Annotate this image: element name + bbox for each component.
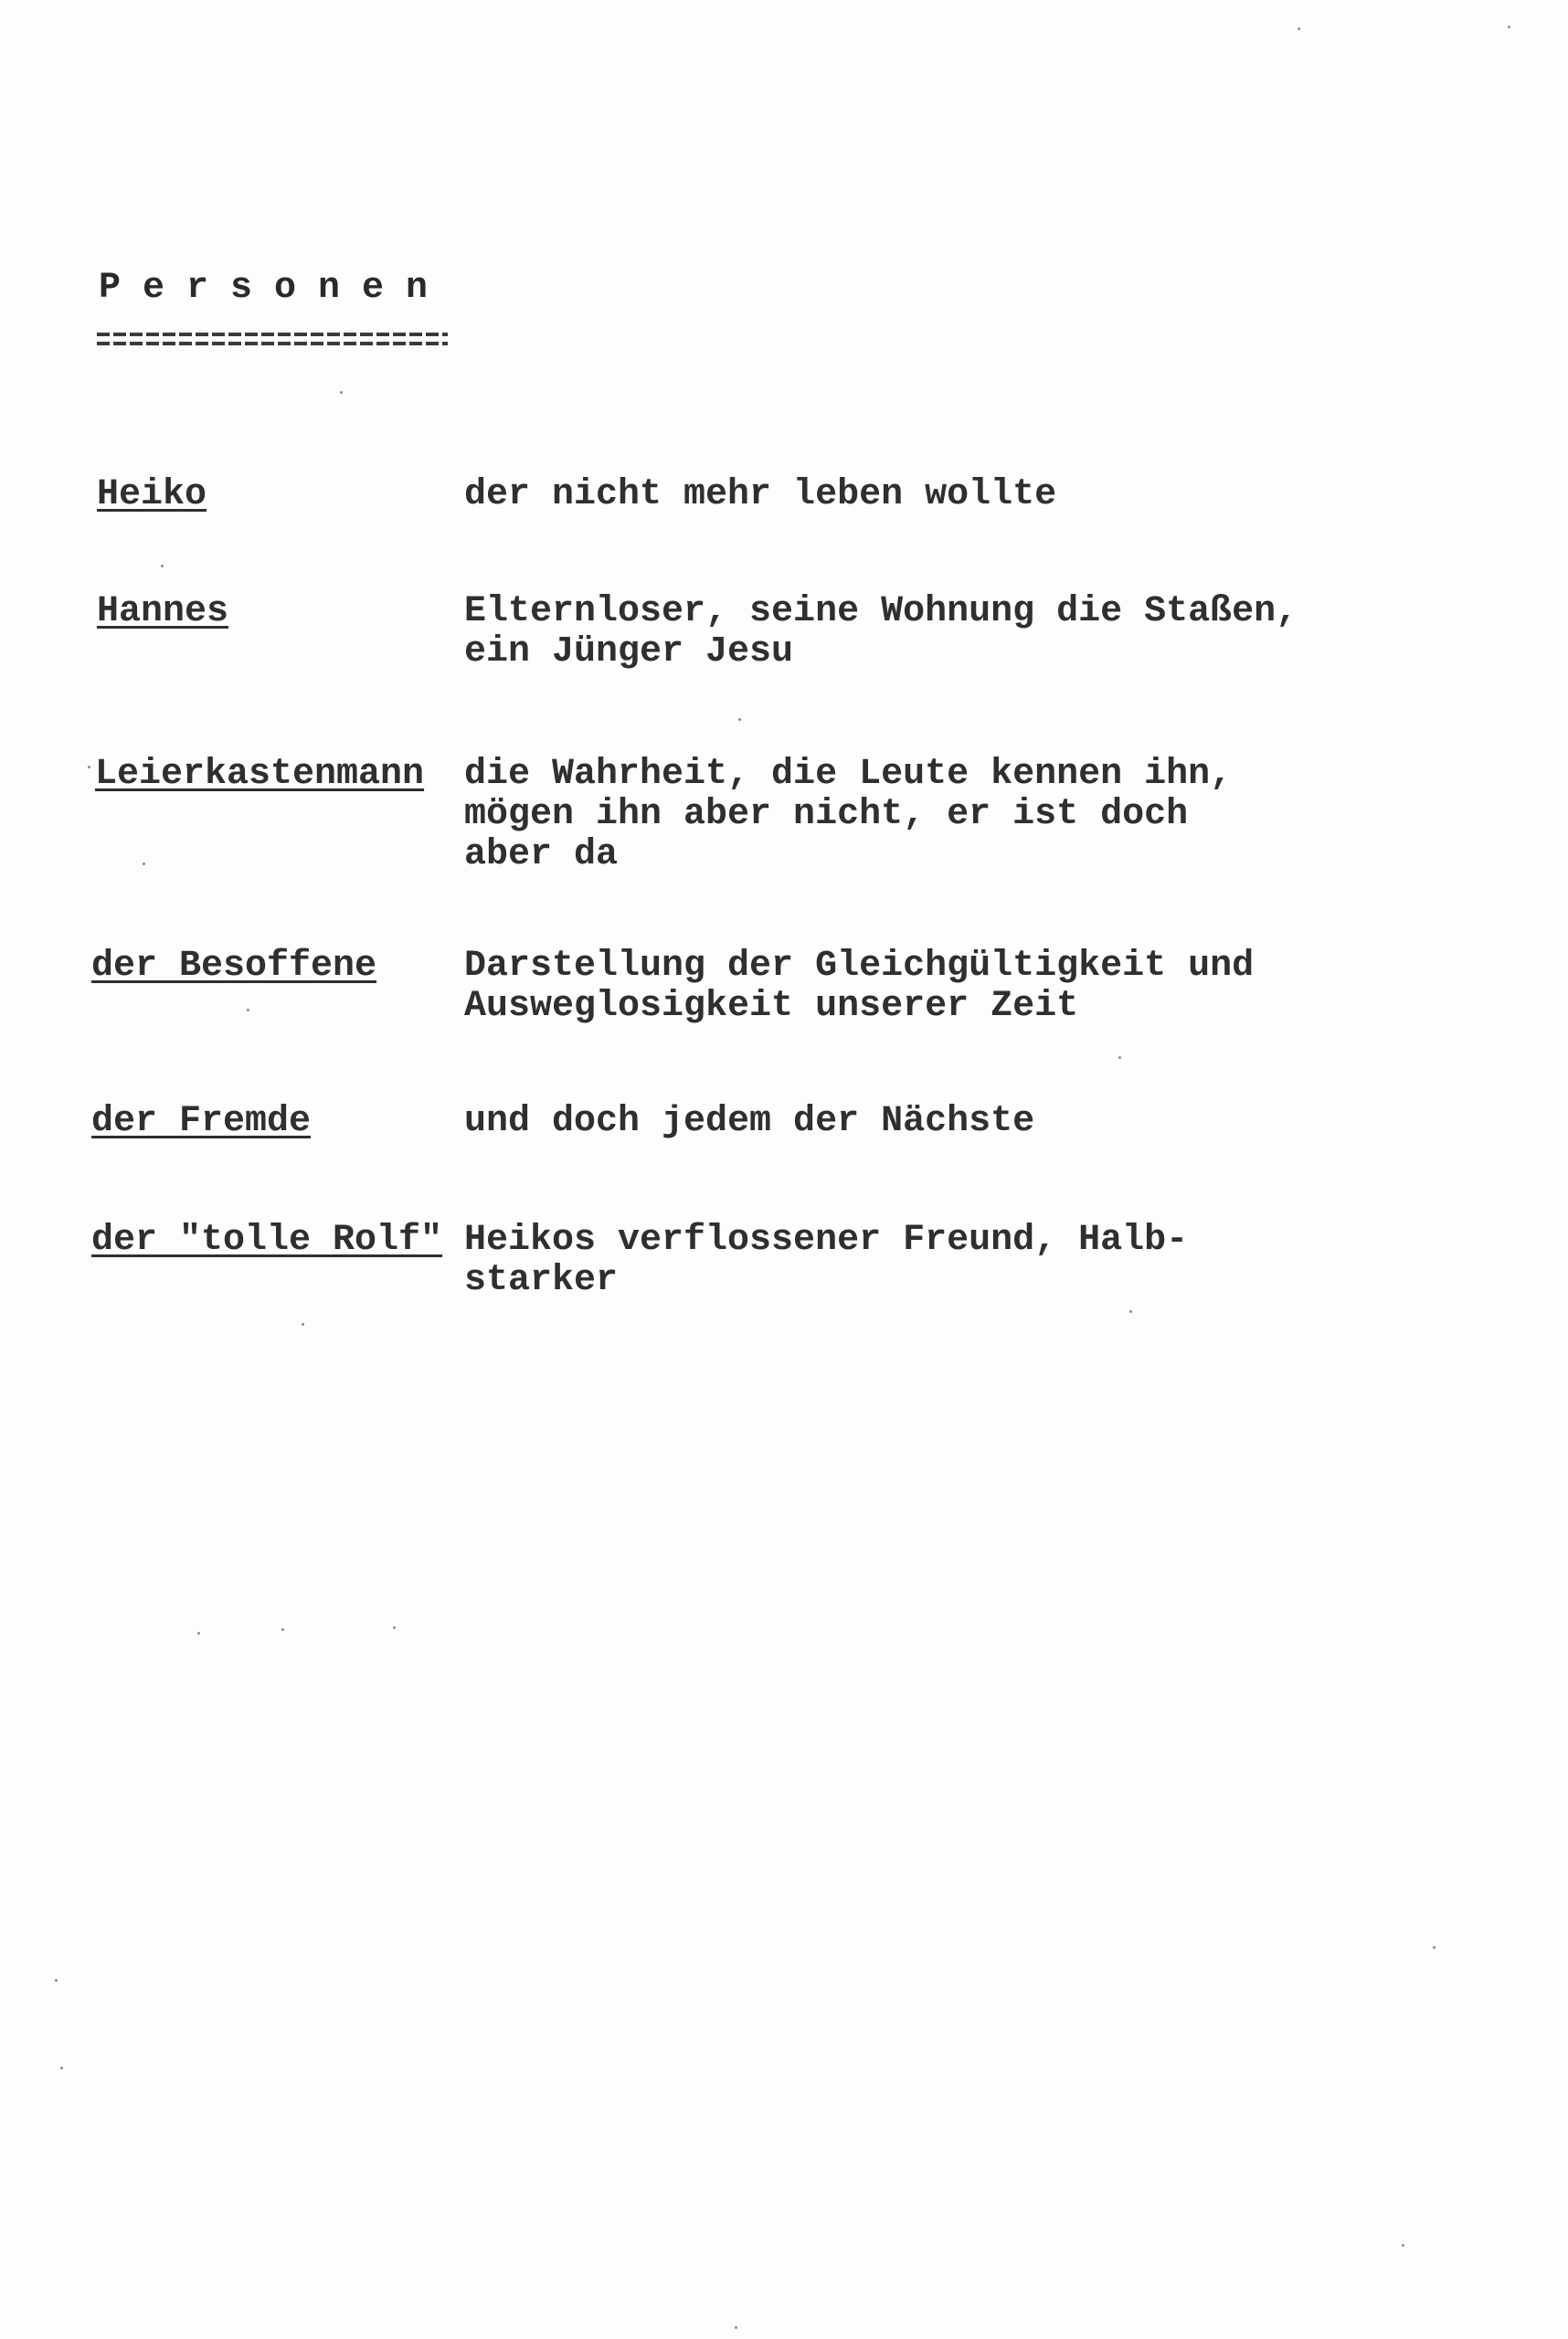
character-description: der nicht mehr leben wollte xyxy=(464,474,1057,515)
paper-speck xyxy=(1433,1946,1436,1949)
paper-speck xyxy=(143,863,145,865)
paper-speck xyxy=(197,1632,200,1635)
page-title: Personen xyxy=(99,268,450,309)
paper-speck xyxy=(302,1323,304,1326)
paper-speck xyxy=(340,391,343,394)
character-name: Heiko xyxy=(97,474,207,515)
paper-speck xyxy=(60,2067,63,2069)
paper-speck xyxy=(55,1979,58,1982)
paper-speck xyxy=(88,766,90,768)
character-description: und doch jedem der Nächste xyxy=(464,1101,1035,1142)
paper-speck xyxy=(1298,27,1300,30)
character-description: Heikos verflossener Freund, Halb- starker xyxy=(464,1220,1189,1301)
paper-speck xyxy=(281,1628,284,1631)
paper-speck xyxy=(1508,26,1510,28)
paper-speck xyxy=(247,1009,249,1011)
paper-speck xyxy=(1129,1310,1132,1313)
character-description: Elternloser, seine Wohnung die Staßen, ein Jünger Jesu xyxy=(464,591,1298,672)
paper-speck xyxy=(1118,1056,1121,1059)
paper-speck xyxy=(393,1626,396,1629)
character-name: Leierkastenmann xyxy=(95,754,425,795)
paper-speck xyxy=(1402,2244,1404,2247)
character-name: der Besoffene xyxy=(91,946,377,987)
character-name: der "tolle Rolf" xyxy=(91,1220,443,1261)
paper-speck xyxy=(161,565,164,567)
character-name: der Fremde xyxy=(91,1101,312,1142)
title-double-underline xyxy=(97,333,448,345)
character-description: Darstellung der Gleichgültigkeit und Ausweglosigkeit unserer Zeit xyxy=(464,946,1255,1027)
paper-speck xyxy=(735,2326,737,2329)
character-name: Hannes xyxy=(97,591,229,632)
paper-speck xyxy=(738,718,741,721)
character-description: die Wahrheit, die Leute kennen ihn, mögen ihn aber nicht, er ist doch aber da xyxy=(464,754,1233,875)
